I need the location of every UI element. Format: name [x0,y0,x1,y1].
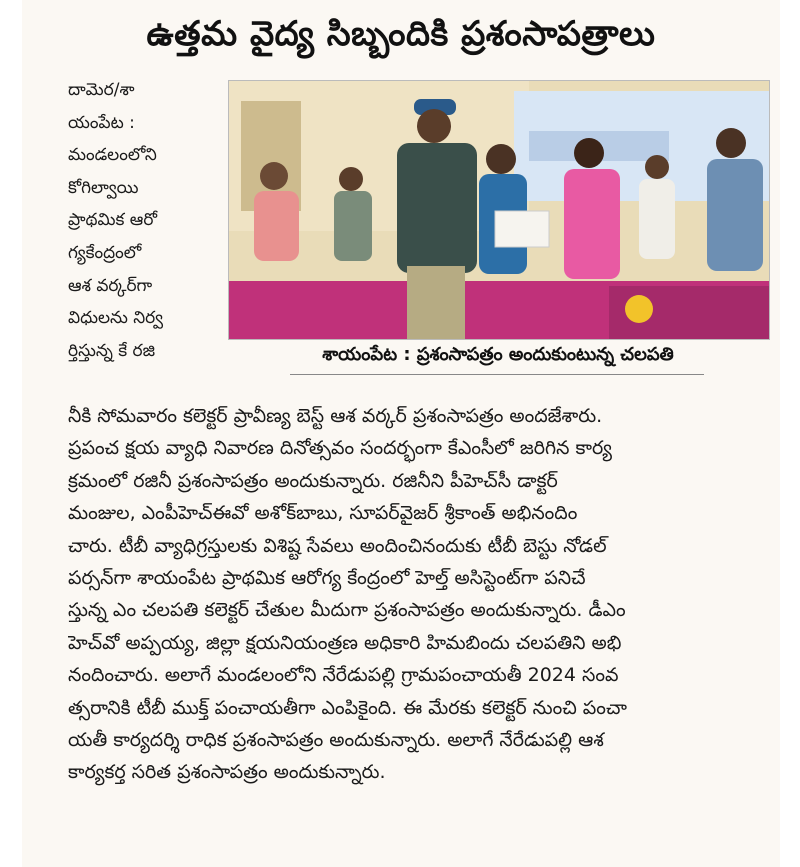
body-line: ప్రపంచ క్షయ వ్యాధి నివారణ దినోత్సవం సందర్భంగా కేఎంసీలో జరిగిన కార్య [68,437,612,460]
lead-line: యంపేట : [68,112,135,133]
newspaper-clipping [22,0,780,867]
lead-line: విధులను నిర్వ [68,308,164,329]
body-line: పర్సన్‌గా శాయంపేట ప్రాథమిక ఆరోగ్య కేంద్రంలో హెల్త్ అసిస్టెంట్‌గా పనిచే [68,567,586,590]
body-line: యతీ కార్యదర్శి రాధిక ప్రశంసాపత్రం అందుకున్నారు. అలాగే నేరేడుపల్లి ఆశ [68,729,604,752]
body-line: స్తున్న ఎం చలపతి కలెక్టర్ చేతుల మీదుగా ప్రశంసాపత్రం అందుకున్నారు. డీఎం [68,599,626,622]
photo-caption: శాయంపేట : ప్రశంసాపత్రం అందుకుంటున్న చలపతి [322,344,674,365]
lead-line: గ్యకేంద్రంలో [68,242,142,263]
body-line: క్రమంలో రజినీ ప్రశంసాపత్రం అందుకున్నారు. రజినీని పీహెచ్‌సీ డాక్టర్ [68,469,558,492]
body-line: నందించారు. అలాగే మండలంలోని నేరేడుపల్లి గ్రామపంచాయతీ 2024 సంవ [68,664,619,687]
lead-column [68,74,218,367]
lead-line: మండలంలోని [68,145,157,166]
next-article-headline-cut [22,850,780,867]
lead-line: ఆశ వర్కర్‌గా [68,275,153,296]
award-ceremony-photo [228,80,770,340]
lead-line: కోగిల్వాయి [68,177,139,198]
article-body [68,400,768,789]
lead-line: ప్రాథమిక ఆరో [68,210,158,231]
body-line: త్సరానికి టీబీ ముక్త్ పంచాయతీగా ఎంపికైంది. ఈ మేరకు కలెక్టర్ నుంచి పంచా [68,696,627,719]
caption-divider [290,374,704,375]
lead-line: దామెర/శా [68,80,135,100]
body-line: మంజుల, ఎంపీహెచ్‌ఈవో అశోక్‌బాబు, సూపర్‌వైజర్ శ్రీకాంత్ అభినందిం [68,502,578,525]
lead-line: ర్తిస్తున్న కే రజి [68,340,156,361]
body-line: నీకి సోమవారం కలెక్టర్ ప్రావీణ్య బెస్ట్ ఆశ వర్కర్ ప్రశంసాపత్రం అందజేశారు. [68,405,603,427]
article-headline: ఉత్తమ వైద్య సిబ్బందికి ప్రశంసాపత్రాలు [146,14,656,54]
body-line: చారు. టీబీ వ్యాధిగ్రస్తులకు విశిష్ట సేవలు అందించినందుకు టీబీ బెస్టు నోడల్ [68,534,607,557]
body-line: కార్యకర్త సరిత ప్రశంసాపత్రం అందుకున్నారు. [68,761,386,784]
body-line: హెచ్‌వో అప్పయ్య, జిల్లా క్షయనియంత్రణ అధికారి హిమబిందు చలపతిని అభి [68,631,622,654]
